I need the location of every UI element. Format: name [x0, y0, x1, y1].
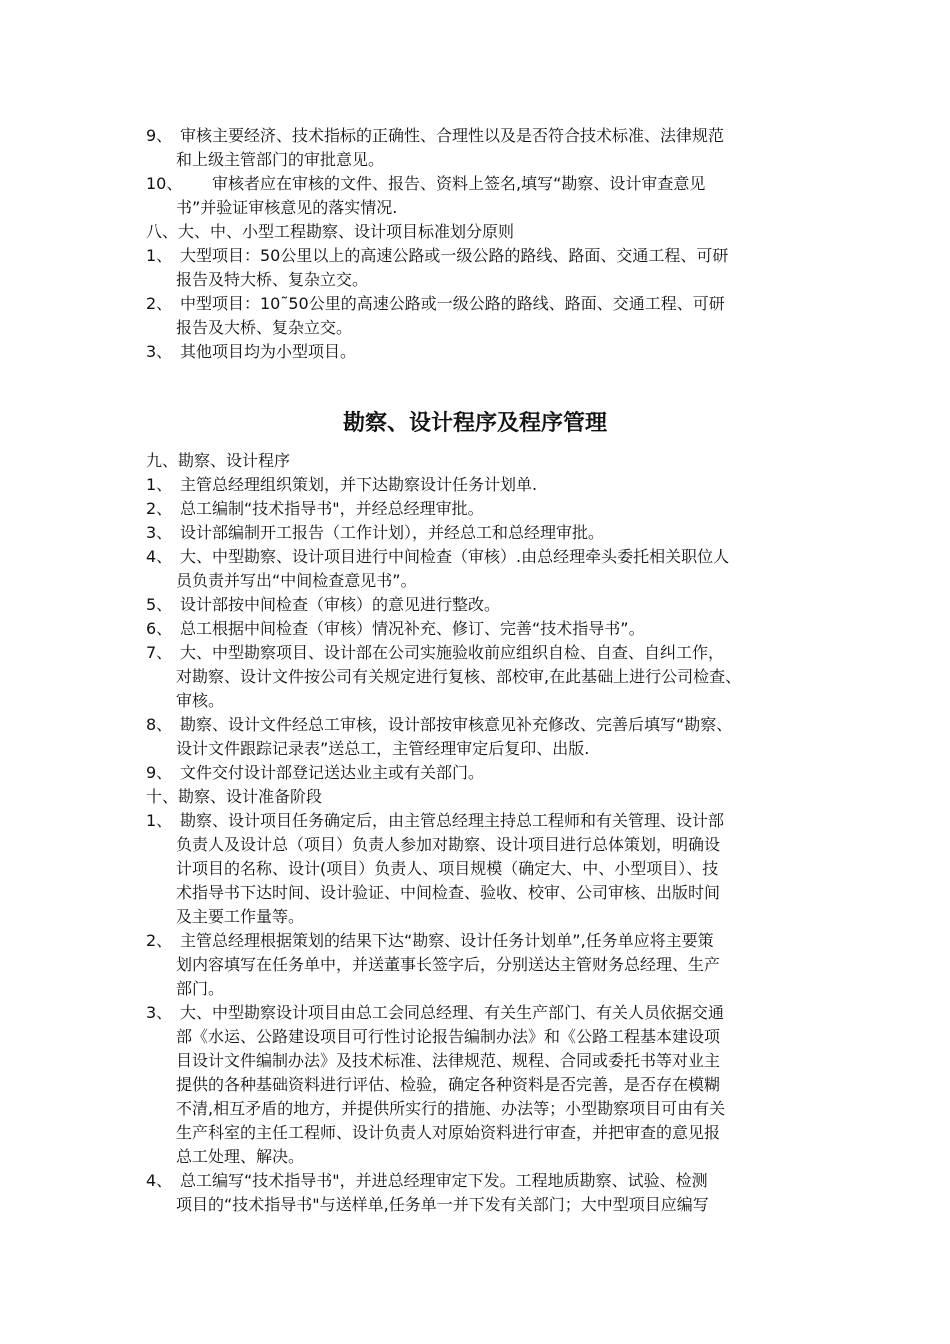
text-line: [146, 785, 856, 809]
item-text: 总工根据中间检查（审核）情况补充、修订、完善“技术指导书”。: [180, 619, 645, 638]
item-text: 总工编制“技术指导书"，并经总经理审批。: [180, 499, 484, 518]
text-line: [146, 521, 856, 545]
item-text: 勘察、设计项目任务确定后，由主管总经理主持总工程师和有关管理、设计部: [180, 811, 725, 830]
text-line: [146, 1193, 856, 1217]
item-number: 3、: [146, 1003, 173, 1022]
item-text: 对勘察、设计文件按公司有关规定进行复核、部校审,在此基础上进行公司检查、: [176, 667, 742, 686]
text-line: [146, 1073, 856, 1097]
item-number: 9、: [146, 763, 173, 782]
item-number: 4、: [146, 547, 173, 566]
text-line: [146, 292, 856, 316]
text-line: [146, 953, 856, 977]
item-text: 术指导书下达时间、设计验证、中间检查、验收、校审、公司审核、出版时间: [176, 883, 721, 902]
text-line: [146, 124, 856, 148]
item-text: 提供的各种基础资料进行评估、检验，确定各种资料是否完善，是否存在模糊: [176, 1075, 721, 1094]
item-text: 文件交付设计部登记送达业主或有关部门。: [180, 763, 485, 782]
item-text: 设计文件跟踪记录表”送总工，主管经理审定后复印、出版.: [176, 739, 590, 758]
item-number: 1、: [146, 246, 173, 265]
item-text: 不清,相互矛盾的地方，并提供所实行的措施、办法等；小型勘察项目可由有关: [176, 1099, 726, 1118]
item-text: 审核主要经济、技术指标的正确性、合理性以及是否符合技术标准、法律规范: [180, 126, 725, 145]
item-text: 目设计文件编制办法》及技术标准、法律规范、规程、合同或委托书等对业主: [176, 1051, 721, 1070]
text-line: [146, 148, 856, 172]
item-number: 7、: [146, 643, 173, 662]
item-text: 和上级主管部门的审批意见。: [176, 150, 385, 169]
text-line: [146, 905, 856, 929]
text-line: [146, 172, 856, 196]
item-text: 生产科室的主任工程师、设计负责人对原始资料进行审查，并把审查的意见报: [176, 1123, 721, 1142]
item-number: 3、: [146, 523, 173, 542]
item-text: 大、中型勘察项目、设计部在公司实施验收前应组织自检、自查、自纠工作，: [180, 643, 725, 662]
text-line: [146, 689, 856, 713]
text-line: [146, 593, 856, 617]
item-number: 9、: [146, 126, 173, 145]
text-line: [146, 713, 856, 737]
item-text: 划内容填写在任务单中，并送董事长签字后，分别送达主管财务总经理、生产: [176, 955, 721, 974]
item-text: 大、中型勘察、设计项目进行中间检查（审核）.由总经理牵头委托相关职位人: [180, 547, 730, 566]
text-line: [146, 977, 856, 1001]
text-line: [146, 1169, 856, 1193]
item-text: 中型项目：10˜50公里的高速公路或一级公路的路线、路面、交通工程、可研: [180, 294, 725, 313]
text-line: [146, 316, 856, 340]
text-line: [146, 268, 856, 292]
text-line: [146, 545, 856, 569]
text-line: [146, 857, 856, 881]
text-line: [146, 1121, 856, 1145]
text-line: [146, 196, 856, 220]
item-text: 设计部按中间检查（审核）的意见进行整改。: [180, 595, 501, 614]
item-text: 总工编写“技术指导书"，并进总经理审定下发。工程地质勘察、试验、检测: [180, 1171, 708, 1190]
section-heading: 勘察、设计程序及程序管理: [342, 411, 607, 436]
item-text: 审核者应在审核的文件、报告、资料上签名,填写“勘察、设计审查意见: [212, 174, 706, 193]
text-line: [146, 761, 856, 785]
section-review-rules: [146, 124, 856, 364]
item-text: 大型项目：50公里以上的高速公路或一级公路的路线、路面、交通工程、可研: [180, 246, 729, 265]
item-text: 部门。: [176, 979, 225, 998]
item-text: 设计部编制开工报告（工作计划），并经总工和总经理审批。: [180, 523, 605, 542]
text-line: [146, 449, 856, 473]
text-line: [146, 220, 856, 244]
item-number: 1、: [146, 475, 173, 494]
item-number: 8、: [146, 715, 173, 734]
text-line: [146, 497, 856, 521]
text-line: [146, 881, 856, 905]
item-text: 其他项目均为小型项目。: [180, 342, 357, 361]
text-line: [146, 929, 856, 953]
item-text: 大、中型勘察设计项目由总工会同总经理、有关生产部门、有关人员依据交通: [180, 1003, 725, 1022]
text-line: [146, 1049, 856, 1073]
text-line: [146, 1145, 856, 1169]
text-line: [146, 833, 856, 857]
item-text: 审核。: [176, 691, 225, 710]
section-procedure: [146, 449, 856, 1217]
text-line: [146, 737, 856, 761]
item-text: 总工处理、解决。: [176, 1147, 305, 1166]
item-text: 员负责并写出“中间检查意见书”。: [176, 571, 417, 590]
item-text: 八、大、中、小型工程勘察、设计项目标准划分原则: [146, 222, 515, 241]
item-number: 6、: [146, 619, 173, 638]
item-number: 1、: [146, 811, 173, 830]
text-line: [146, 1025, 856, 1049]
item-text: 及主要工作量等。: [176, 907, 305, 926]
text-line: [146, 1001, 856, 1025]
item-number: 4、: [146, 1171, 173, 1190]
item-text: 主管总经理组织策划，并下达勘察设计任务计划单.: [180, 475, 538, 494]
item-text: 负责人及设计总（项目）负责人参加对勘察、设计项目进行总体策划，明确设: [176, 835, 721, 854]
text-line: [146, 1097, 856, 1121]
item-text: 项目的“技术指导书"与送样单,任务单一并下发有关部门；大中型项目应编写: [176, 1195, 709, 1214]
item-text: 计项目的名称、设计(项目）负责人、项目规模（确定大、中、小型项目）、技: [176, 859, 719, 878]
item-text: 主管总经理根据策划的结果下达“勘察、设计任务计划单”,任务单应将主要策: [180, 931, 714, 950]
text-line: [146, 809, 856, 833]
item-number: 2、: [146, 294, 173, 313]
text-line: [146, 665, 856, 689]
text-line: [146, 569, 856, 593]
item-number: 3、: [146, 342, 173, 361]
text-line: [146, 340, 856, 364]
item-number: 10、: [146, 174, 183, 193]
item-number: 2、: [146, 931, 173, 950]
text-line: [146, 473, 856, 497]
item-text: 九、勘察、设计程序: [146, 451, 291, 470]
item-text: 书”并验证审核意见的落实情况.: [176, 198, 398, 217]
item-text: 报告及特大桥、复杂立交。: [176, 270, 369, 289]
item-number: 5、: [146, 595, 173, 614]
text-line: [146, 641, 856, 665]
item-text: 部《水运、公路建设项目可行性讨论报告编制办法》和《公路工程基本建设项: [176, 1027, 721, 1046]
item-text: 报告及大桥、复杂立交。: [176, 318, 353, 337]
text-line: [146, 244, 856, 268]
item-text: 勘察、设计文件经总工审核，设计部按审核意见补充修改、完善后填写“勘察、: [180, 715, 733, 734]
text-line: [146, 617, 856, 641]
item-number: 2、: [146, 499, 173, 518]
item-text: 十、勘察、设计准备阶段: [146, 787, 323, 806]
